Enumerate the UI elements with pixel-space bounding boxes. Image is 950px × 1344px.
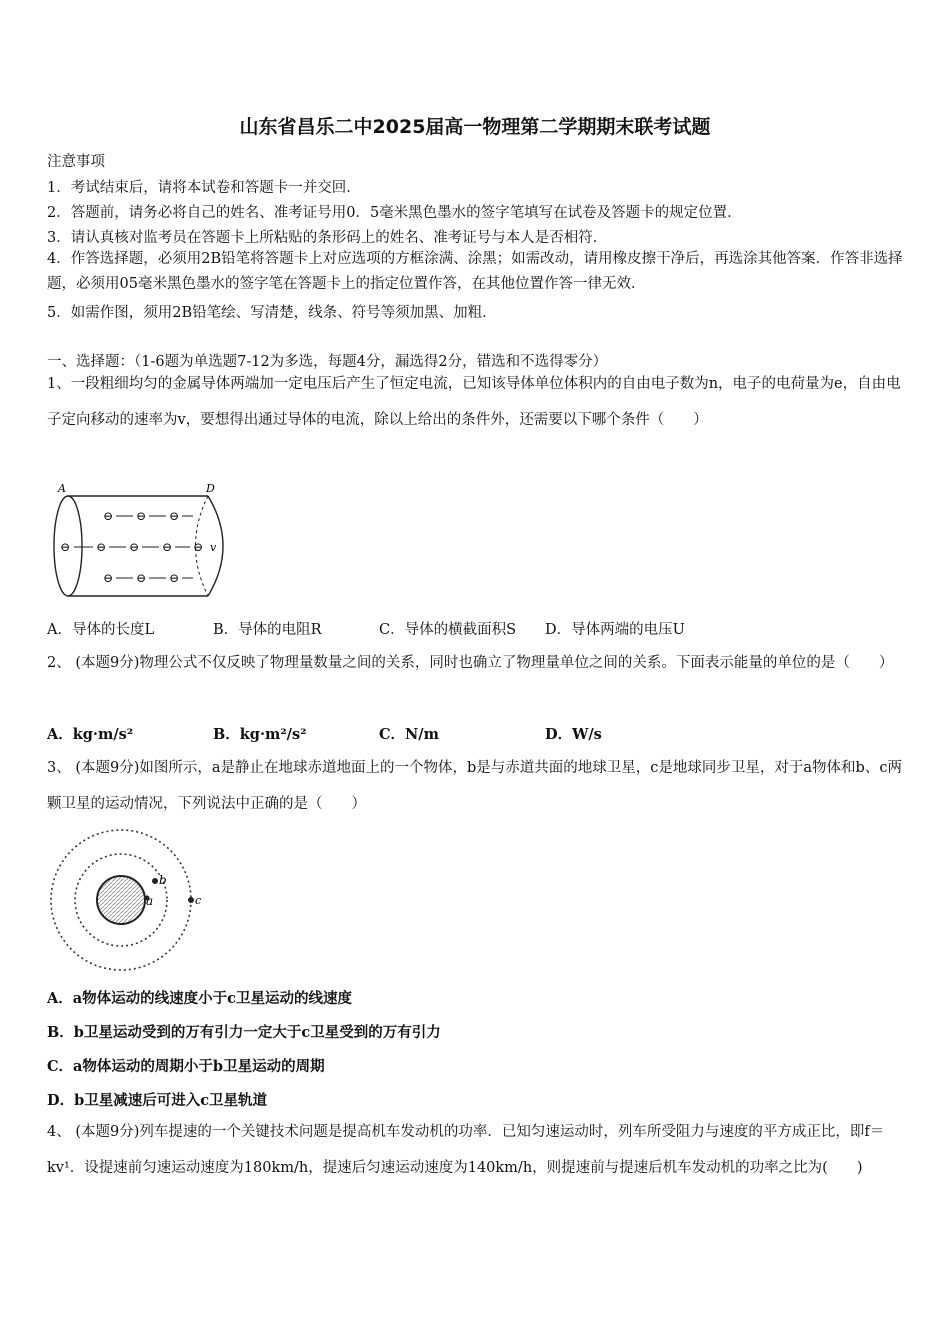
- svg-text:⊖: ⊖: [136, 509, 147, 523]
- notice-item-5: 5．如需作图，须用2B铅笔绘、写清楚，线条、符号等须加黑、加粗．: [47, 305, 497, 321]
- orbit-label-c: c: [195, 894, 202, 907]
- svg-text:⊖: ⊖: [129, 540, 140, 554]
- q2-option-a[interactable]: A．kg·m/s²: [47, 726, 134, 743]
- q2-option-c[interactable]: C．N/m: [379, 726, 439, 743]
- conductor-label-v: v: [210, 541, 217, 554]
- q3-option-b[interactable]: B．b卫星运动受到的万有引力一定大于c卫星受到的万有引力: [47, 1024, 441, 1041]
- conductor-figure: [48, 478, 238, 598]
- q2-option-d[interactable]: D．W/s: [545, 726, 602, 743]
- svg-text:⊖: ⊖: [169, 571, 180, 585]
- question-1-options: [47, 618, 685, 639]
- q1-option-b[interactable]: B．导体的电阻R: [213, 622, 322, 638]
- electron-row-1: [103, 509, 193, 523]
- svg-text:⊖: ⊖: [60, 540, 71, 554]
- svg-text:⊖: ⊖: [193, 540, 204, 554]
- electron-row-2: [60, 540, 217, 554]
- question-2-stem: 2、 (本题9分)物理公式不仅反映了物理量数量之间的关系，同时也确立了物理量单位之间的关系。下面表示能量的单位的是（ ）: [47, 655, 894, 671]
- notice-item-2: 2．答题前，请务必将自己的姓名、准考证号用0．5毫米黑色墨水的签字笔填写在试卷及答题卡的规定位置．: [47, 205, 742, 221]
- notice-heading: 注意事项: [47, 154, 105, 170]
- conductor-label-a: A: [58, 482, 66, 495]
- notice-item-4: 4．作答选择题，必须用2B铅笔将答题卡上对应选项的方框涂满、涂黑；如需改动，请用橡皮擦干净后，再选涂其他答案．作答非选择题，必须用05毫米黑色墨水的签字笔在答题卡上的指定位置作答，在其他位置作答一律无效．: [47, 251, 903, 292]
- svg-text:⊖: ⊖: [103, 571, 114, 585]
- q1-option-d[interactable]: D．导体两端的电压U: [545, 622, 685, 638]
- question-2-options: [47, 723, 602, 744]
- svg-text:⊖: ⊖: [136, 571, 147, 585]
- orbit-figure: [48, 826, 208, 974]
- q1-option-c[interactable]: C．导体的横截面积S: [379, 622, 517, 638]
- orbit-label-b: b: [159, 873, 167, 887]
- q3-option-a[interactable]: A．a物体运动的线速度小于c卫星运动的线速度: [47, 990, 352, 1007]
- q2-option-b[interactable]: B．kg·m²/s²: [213, 726, 307, 743]
- page-title: 山东省昌乐二中2025届高一物理第二学期期末联考试题: [239, 116, 711, 138]
- svg-text:⊖: ⊖: [169, 509, 180, 523]
- q3-option-c[interactable]: C．a物体运动的周期小于b卫星运动的周期: [47, 1058, 325, 1075]
- conductor-label-d: D: [206, 482, 215, 495]
- question-1-stem: 1、一段粗细均匀的金属导体两端加一定电压后产生了恒定电流，已知该导体单位体积内的自由电子数为n，电子的电荷量为e，自由电子定向移动的速率为v，要想得出通过导体的电流，除以上给出的条件外，还需要以下哪个条件（ ）: [47, 376, 901, 428]
- q3-option-d[interactable]: D．b卫星减速后可进入c卫星轨道: [47, 1092, 268, 1109]
- section-heading: 一、选择题：（1-6题为单选题7-12为多选，每题4分，漏选得2分，错选和不选得零分）: [47, 354, 608, 370]
- notice-item-1: 1．考试结束后，请将本试卷和答题卡一并交回．: [47, 180, 361, 196]
- svg-text:⊖: ⊖: [162, 540, 173, 554]
- electron-row-3: [103, 571, 193, 585]
- svg-text:⊖: ⊖: [96, 540, 107, 554]
- earth: [97, 876, 145, 924]
- orbit-label-a: a: [146, 894, 154, 908]
- svg-text:⊖: ⊖: [103, 509, 114, 523]
- question-3-stem: 3、 (本题9分)如图所示，a是静止在地球赤道地面上的一个物体，b是与赤道共面的地球卫星，c是地球同步卫星，对于a物体和b、c两颗卫星的运动情况，下列说法中正确的是（ ）: [47, 760, 902, 812]
- question-4-stem: 4、 (本题9分)列车提速的一个关键技术问题是提高机车发动机的功率．已知匀速运动时，列车所受阻力与速度的平方成正比，即f＝kv¹．设提速前匀速运动速度为180km/h，提速后匀速运动速度为140km/h，则提速前与提速后机车发动机的功率之比为( ): [47, 1124, 885, 1176]
- notice-item-3: 3．请认真核对监考员在答题卡上所粘贴的条形码上的姓名、准考证号与本人是否相符．: [47, 230, 608, 246]
- q1-option-a[interactable]: A．导体的长度L: [47, 622, 155, 638]
